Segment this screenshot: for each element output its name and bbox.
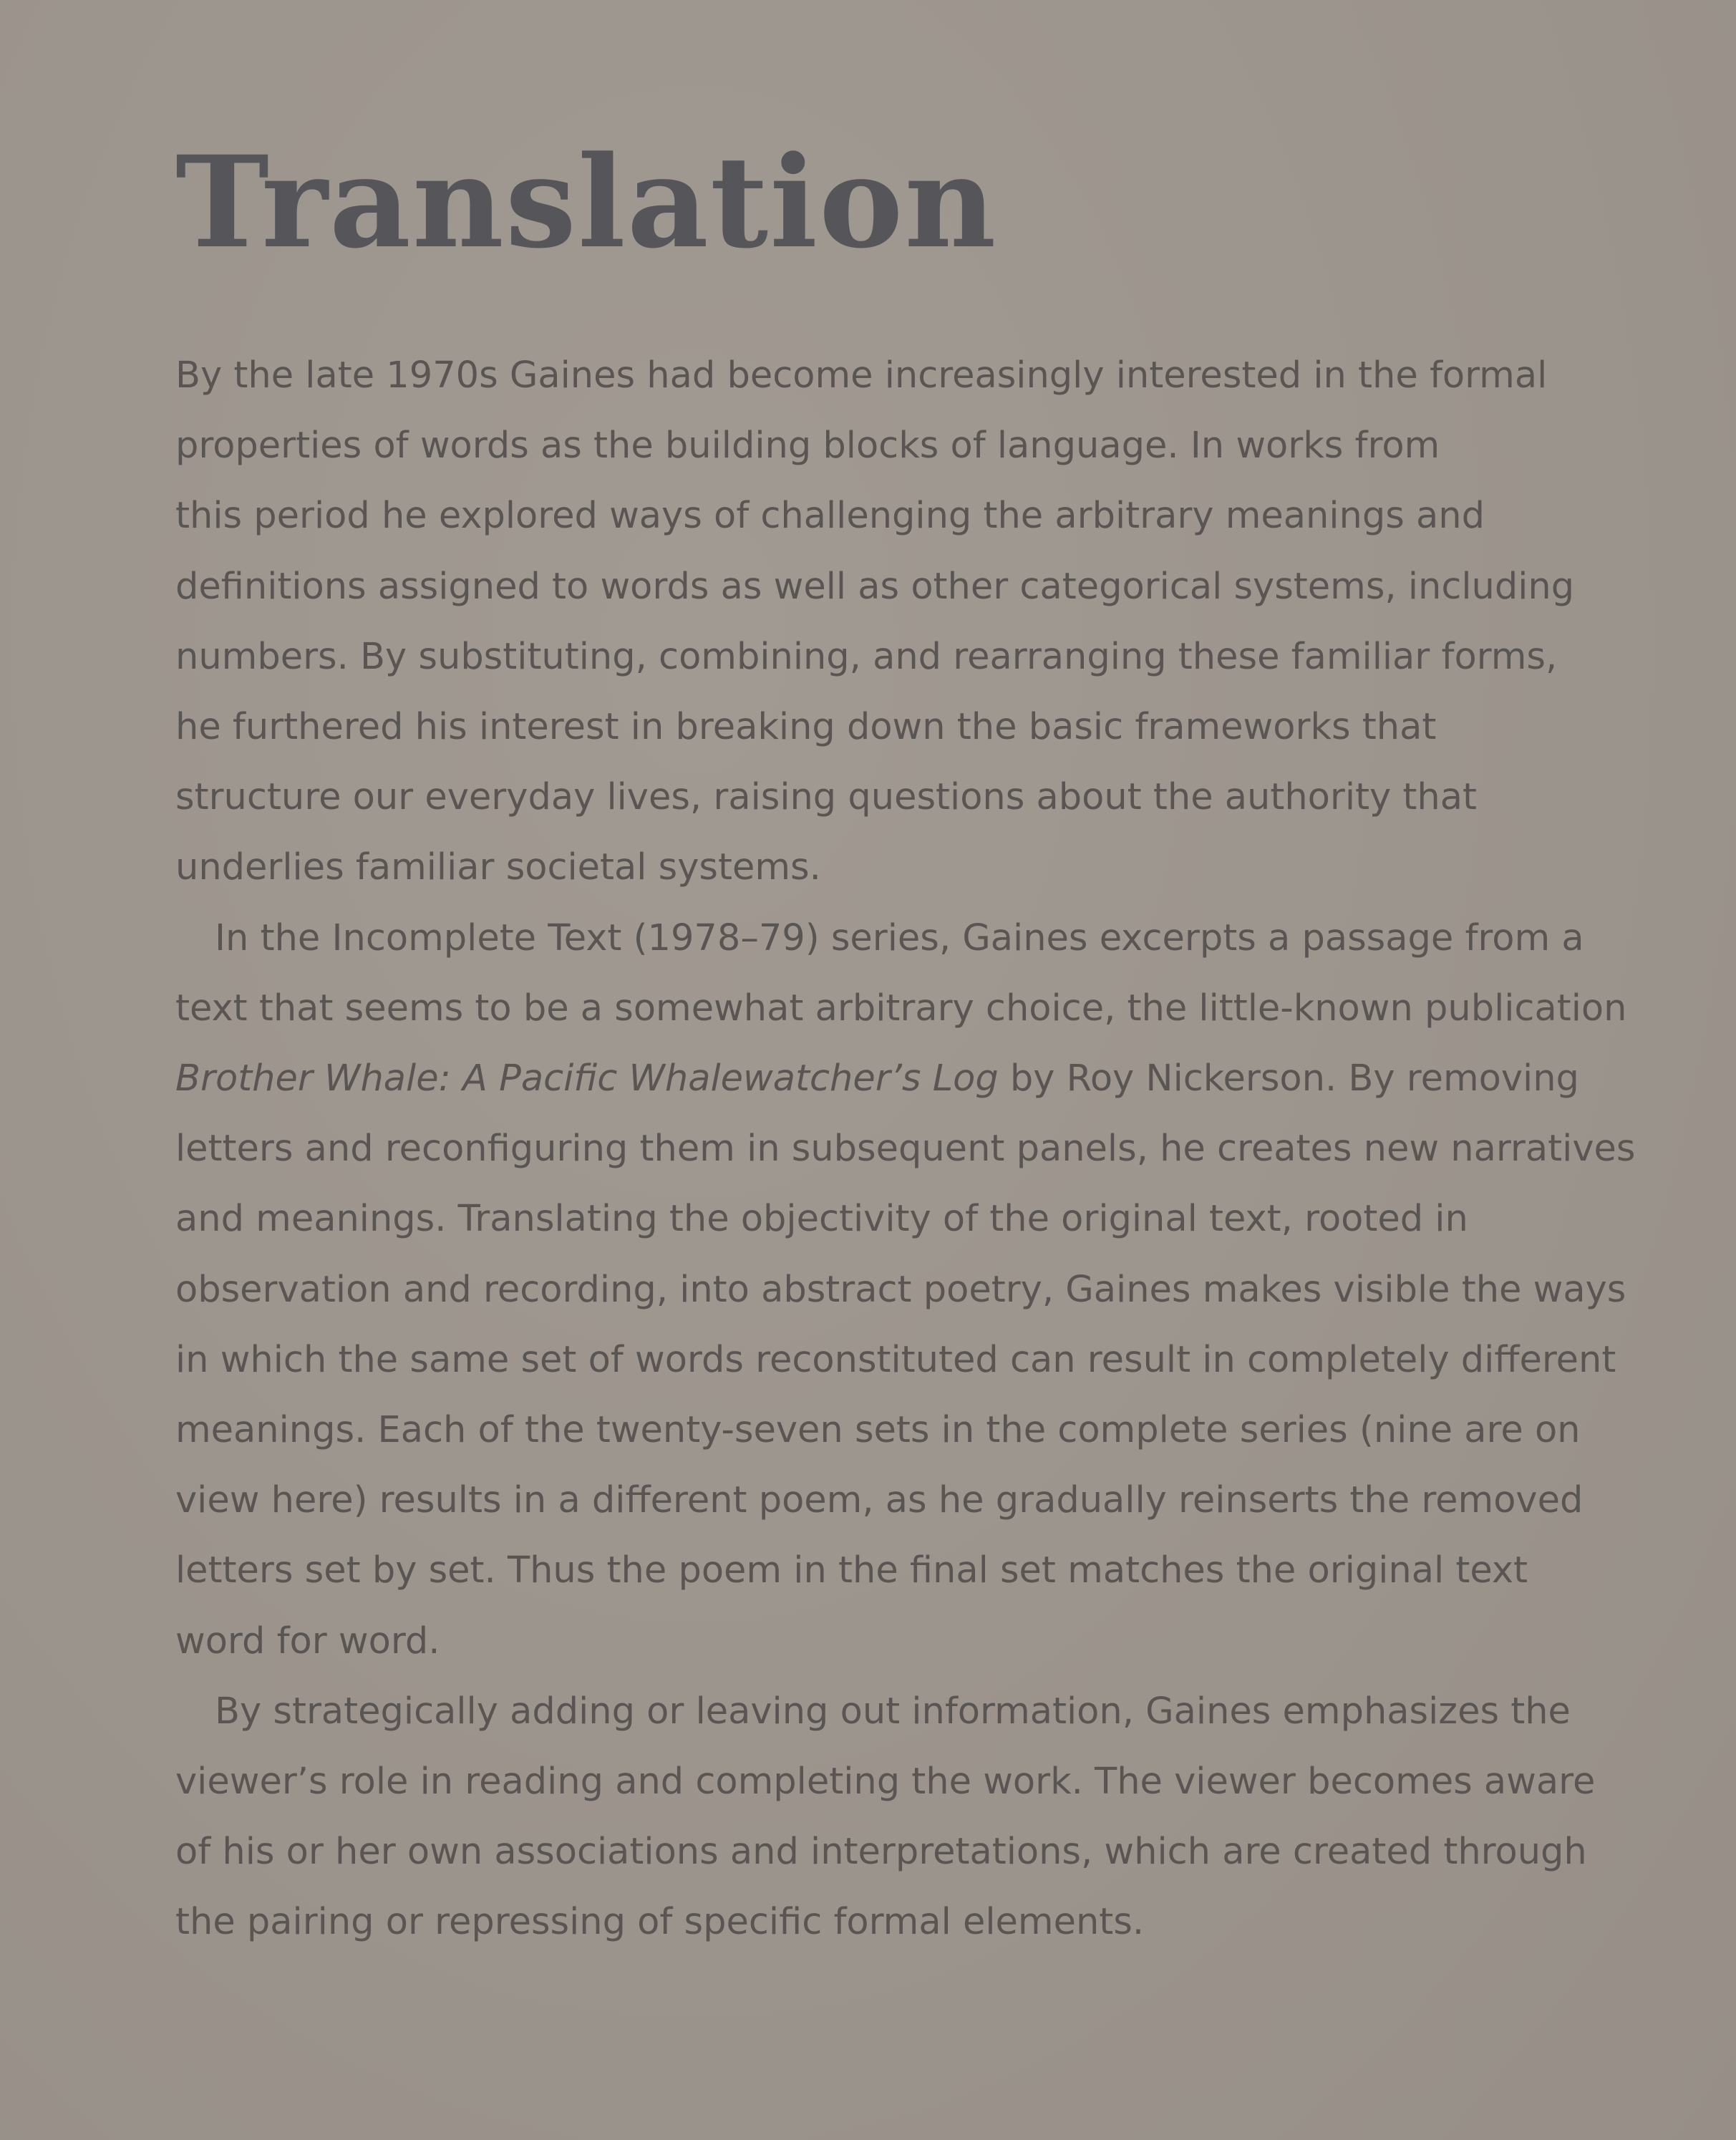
text-line: he furthered his interest in breaking down the basic frameworks that — [175, 706, 1437, 749]
text-line: meanings. Each of the twenty-seven sets in the complete series (nine are on — [175, 1409, 1581, 1452]
text-line: viewer’s role in reading and completing the work. The viewer becomes aware — [175, 1761, 1596, 1803]
text-line: structure our everyday lives, raising questions about the authority that — [175, 776, 1477, 819]
text-line: the pairing or repressing of specific formal elements. — [175, 1901, 1145, 1944]
book-title: Brother Whale: A Pacific Whalewatcher’s Log — [175, 1057, 999, 1100]
text-line — [175, 1044, 1607, 1114]
text-line: text that seems to be a somewhat arbitrary choice, the little-known publication — [175, 987, 1627, 1030]
paragraph-1 — [175, 341, 1607, 904]
text-line: letters set by set. Thus the poem in the final set matches the original text — [175, 1549, 1528, 1592]
text-line: view here) results in a different poem, as he gradually reinserts the removed — [175, 1479, 1584, 1522]
text-line: By strategically adding or leaving out information, Gaines emphasizes the — [215, 1690, 1571, 1733]
text-line: underlies familiar societal systems. — [175, 846, 821, 889]
text-line: this period he explored ways of challenging the arbitrary meanings and — [175, 495, 1485, 538]
text-line: In the Incomplete Text (1978–79) series, Gaines excerpts a passage from a — [215, 916, 1584, 959]
text-line: By the late 1970s Gaines had become increasingly interested in the formal — [175, 354, 1548, 397]
text-line: word for word. — [175, 1619, 440, 1662]
text-line-rest: by Roy Nickerson. By removing — [998, 1057, 1579, 1100]
text-line: and meanings. Translating the objectivity of the original text, rooted in — [175, 1198, 1468, 1241]
text-line: definitions assigned to words as well as other categorical systems, including — [175, 565, 1575, 608]
paragraph-2 — [175, 904, 1636, 1677]
text-line: numbers. By substituting, combining, and rearranging these familiar forms, — [175, 635, 1558, 678]
page-title: Translation — [175, 128, 998, 276]
text-line: of his or her own associations and interpretations, which are created through — [175, 1831, 1587, 1874]
text-line: observation and recording, into abstract poetry, Gaines makes visible the ways — [175, 1268, 1626, 1311]
paragraph-3 — [175, 1677, 1607, 1958]
body-text — [175, 341, 1636, 1958]
text-line: properties of words as the building blocks of language. In works from — [175, 425, 1440, 468]
text-line: letters and reconfiguring them in subsequent panels, he creates new narratives — [175, 1128, 1636, 1171]
text-line: in which the same set of words reconstituted can result in completely different — [175, 1338, 1616, 1381]
